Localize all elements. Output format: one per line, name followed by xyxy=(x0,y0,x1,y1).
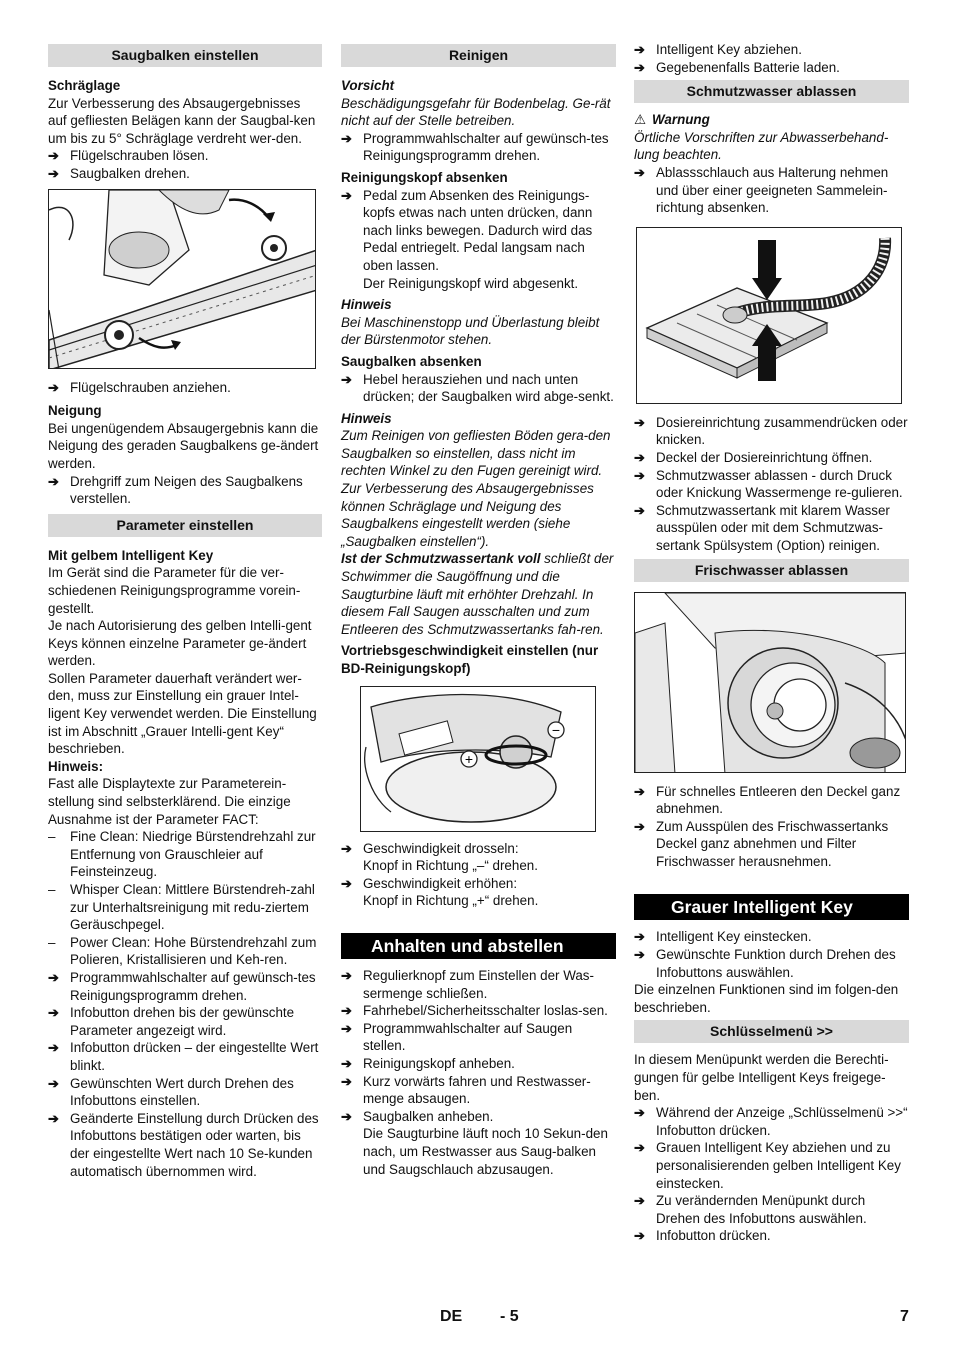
arrow-icon: ➔ xyxy=(341,1003,352,1019)
section-heading-schluesselmenue: Schlüsselmenü >> xyxy=(634,1020,909,1043)
subheading-schraeglage: Schräglage xyxy=(48,78,121,93)
paragraph-hinweis: Zur Verbesserung des Absaugergebnisses können Schräglage und Neigung des Saugbalkens eingestellt werden (siehe „Saugbalken einstellen“). xyxy=(341,481,594,549)
subheading-saugbalken-absenken: Saugbalken absenken xyxy=(341,353,482,369)
figure-vortrieb xyxy=(360,686,596,832)
column-1 xyxy=(48,44,322,1180)
arrow-icon: ➔ xyxy=(48,1040,59,1056)
step: ➔ Programmwahlschalter auf Saugen stellen. xyxy=(341,1020,573,1054)
page-footer xyxy=(0,1308,954,1328)
paragraph: Die einzelnen Funktionen sind im folgen-den beschrieben. xyxy=(634,982,899,1015)
paragraph-schraeglage: Zur Verbesserung des Absaugergebnisses auf gefliesten Belägen kann der Saugbal-ken um bis zu 5° Schräglage verdreht wer-den. xyxy=(48,95,316,146)
step: ➔ Grauen Intelligent Key abziehen und zu personalisierenden gelben Intelligent Key einstecken. xyxy=(634,1140,901,1191)
step-detail: Knopf in Richtung „+“ drehen. xyxy=(363,893,539,909)
step: ➔ Zum Ausspülen des Frischwassertanks Deckel ganz abnehmen und Filter Frischwasser herausnehmen. xyxy=(634,818,889,869)
arrow-icon: ➔ xyxy=(48,165,59,181)
dash-item: – Fine Clean: Niedrige Bürstendrehzahl zur Entfernung von Grauschleier auf Feinsteinzeug. xyxy=(48,829,316,880)
paragraph-tank-voll: Ist der Schmutzwassertank voll schließt der Schwimmer die Saugöffnung und die Saugturbine läuft mit erhöhter Drehzahl. In diesem Fall Saugen ausschalten und zum Entleeren des Schmutzwassertanks fah-ren. xyxy=(341,551,614,637)
subheading-warnung: ⚠ Warnung xyxy=(634,112,710,128)
arrow-icon: ➔ xyxy=(634,164,645,180)
paragraph-vorsicht: Beschädigungsgefahr für Bodenbelag. Ge-rät nicht auf der Stelle betreiben. xyxy=(341,95,611,129)
arrow-icon: ➔ xyxy=(341,1073,352,1089)
arrow-icon: ➔ xyxy=(341,130,352,146)
step: ➔ Schmutzwasser ablassen - durch Druck oder Knickung Wassermenge re-gulieren. xyxy=(634,467,903,501)
step: ➔ Programmwahlschalter auf gewünsch-tes Reinigungsprogramm drehen. xyxy=(341,130,609,164)
paragraph-hinweis: Bei Maschinenstopp und Überlastung bleibt der Bürstenmotor stehen. xyxy=(341,314,600,348)
section-heading-frischwasser: Frischwasser ablassen xyxy=(634,559,909,582)
arrow-icon: ➔ xyxy=(634,59,645,75)
step: ➔ Pedal zum Absenken des Reinigungs-kopfs etwas nach unten drücken, dann nach links bewegen. Dadurch wird das Pedal entriegelt. Pedal langsam nach oben lassen. xyxy=(341,187,593,273)
arrow-icon: ➔ xyxy=(341,1055,352,1071)
arrow-icon: ➔ xyxy=(634,467,645,483)
step: ➔ Schmutzwassertank mit klarem Wasser ausspülen oder mit dem Schmutzwas-sertank Spülsystem (Option) reinigen. xyxy=(634,502,890,553)
step: ➔ Geschwindigkeit drosseln: xyxy=(341,840,519,856)
step: ➔ Programmwahlschalter auf gewünsch-tes Reinigungsprogramm drehen. xyxy=(48,969,316,1003)
paragraph: Sollen Parameter dauerhaft verändert wer-den, muss zur Einstellung ein grauer Intel-ligent Key verwendet werden. Die Einstellung ist im Abschnitt „Grauer Intelli-gent Key“ beschrieben. xyxy=(48,670,317,757)
step: ➔ Hebel herausziehen und nach unten drücken; der Saugbalken wird abge-senkt. xyxy=(341,371,614,405)
step: ➔ Während der Anzeige „Schlüsselmenü >>“ Infobutton drücken. xyxy=(634,1105,908,1138)
step: ➔ Saugbalken drehen. xyxy=(48,165,190,181)
arrow-icon: ➔ xyxy=(634,414,645,430)
paragraph-hinweis: Zum Reinigen von gefliesten Böden gera-den Saugbalken so einstellen, dass nicht im rechten Winkel zu den Fugen gereinigt wird. xyxy=(341,428,611,479)
arrow-icon: ➔ xyxy=(48,969,59,985)
step: ➔ Drehgriff zum Neigen des Saugbalkens verstellen. xyxy=(48,473,303,507)
paragraph: Im Gerät sind die Parameter für die ver-schiedenen Reinigungsprogramme vorein-gestellt. xyxy=(48,565,301,616)
step: ➔ Infobutton drehen bis der gewünschte Parameter angezeigt wird. xyxy=(48,1005,295,1038)
subheading-hinweis: Hinweis: xyxy=(48,758,104,774)
section-heading-reinigen: Reinigen xyxy=(341,44,616,67)
dash-item: – Power Clean: Hohe Bürstendrehzahl zum Polieren, Kristallisieren und Keh-ren. xyxy=(48,934,317,968)
subheading-hinweis: Hinweis xyxy=(341,410,392,426)
step: ➔ Intelligent Key einstecken. xyxy=(634,929,812,945)
arrow-icon: ➔ xyxy=(634,818,645,834)
subheading-vortrieb: Vortriebsgeschwindigkeit einstellen (nur BD-Reinigungskopf) xyxy=(341,643,599,676)
arrow-icon: ➔ xyxy=(634,1193,645,1209)
arrow-icon: ➔ xyxy=(634,42,645,57)
arrow-icon: ➔ xyxy=(634,1105,645,1121)
figure-ablassschlauch xyxy=(636,227,902,404)
step: ➔ Infobutton drücken. xyxy=(634,1228,771,1244)
column-3 xyxy=(634,41,909,1245)
step: ➔ Reinigungskopf anheben. xyxy=(341,1055,515,1071)
subheading-neigung: Neigung xyxy=(48,403,102,419)
step: ➔ Zu verändernden Menüpunkt durch Drehen des Infobuttons auswählen. xyxy=(634,1193,867,1226)
section-heading-schmutzwasser: Schmutzwasser ablassen xyxy=(634,80,909,103)
column-2 xyxy=(341,44,616,1178)
page-number-center: - 5 xyxy=(500,1308,519,1325)
arrow-icon: ➔ xyxy=(48,148,59,164)
dash-item: – Whisper Clean: Mittlere Bürstendreh-zahl zur Unterhaltsreinigung mit redu-ziertem Geräuschpegel. xyxy=(48,882,315,933)
plus-label: + xyxy=(464,750,474,767)
arrow-icon: ➔ xyxy=(341,187,352,203)
paragraph: Je nach Autorisierung des gelben Intelli-gent Keys können einzelne Parameter ge-ändert werden. xyxy=(48,618,312,669)
step-result: Die Saugturbine läuft noch 10 Sekun-den nach, um Restwasser aus Saug-balken und Saugschlauch abzusaugen. xyxy=(363,1126,608,1177)
subheading-hinweis: Hinweis xyxy=(341,297,392,313)
major-heading-anhalten: Anhalten und abstellen xyxy=(341,933,616,959)
arrow-icon: ➔ xyxy=(634,947,645,963)
paragraph-neigung: Bei ungenügendem Absaugergebnis kann die Neigung des geraden Saugbalkens ge-ändert werden. xyxy=(48,420,319,471)
arrow-icon: ➔ xyxy=(634,449,645,465)
arrow-icon: ➔ xyxy=(48,1110,59,1126)
step: ➔ Intelligent Key abziehen. xyxy=(634,42,802,57)
figure-saugbalken xyxy=(48,189,316,369)
step: ➔ Ablassschlauch aus Halterung nehmen und über einer geeigneten Sammelein-richtung absenken. xyxy=(634,164,889,216)
step: ➔ Gewünschte Funktion durch Drehen des Infobuttons auswählen. xyxy=(634,947,896,980)
step: ➔ Flügelschrauben anziehen. xyxy=(48,379,231,395)
arrow-icon: ➔ xyxy=(634,929,645,945)
step: ➔ Für schnelles Entleeren den Deckel ganz abnehmen. xyxy=(634,783,901,817)
step: ➔ Fahrhebel/Sicherheitsschalter loslas-sen. xyxy=(341,1003,608,1019)
section-heading-parameter: Parameter einstellen xyxy=(48,514,322,537)
arrow-icon: ➔ xyxy=(341,875,352,891)
arrow-icon: ➔ xyxy=(341,967,352,983)
step-detail: Knopf in Richtung „–“ drehen. xyxy=(363,858,538,874)
step: ➔ Geänderte Einstellung durch Drücken des Infobuttons bestätigen oder warten, bis der eingestellte Wert nach 10 Se-kunden automatisch übernommen wird. xyxy=(48,1110,319,1179)
step: ➔ Deckel der Dosiereinrichtung öffnen. xyxy=(634,449,873,465)
subheading-gelb: Mit gelbem Intelligent Key xyxy=(48,547,214,563)
arrow-icon: ➔ xyxy=(48,379,59,395)
subheading-vorsicht: Vorsicht xyxy=(341,78,395,93)
page-number: 7 xyxy=(900,1308,909,1325)
language-code: DE xyxy=(440,1308,463,1325)
paragraph-warnung: Örtliche Vorschriften zur Abwasserbehand-lung beachten. xyxy=(634,129,889,163)
subheading-kopf: Reinigungskopf absenken xyxy=(341,169,508,185)
major-heading-grauer: Grauer Intelligent Key xyxy=(634,894,909,920)
arrow-icon: ➔ xyxy=(634,1140,645,1156)
arrow-icon: ➔ xyxy=(341,371,352,387)
step: ➔ Infobutton drücken – der eingestellte Wert blinkt. xyxy=(48,1040,319,1073)
paragraph-hinweis: Fast alle Displaytexte zur Parameterein-stellung sind selbsterklärend. Die einzige Ausnahme ist der Parameter FACT: xyxy=(48,776,291,827)
step: ➔ Dosiereinrichtung zusammendrücken oder knicken. xyxy=(634,414,908,448)
warning-icon: ⚠ xyxy=(634,112,647,128)
step: ➔ Kurz vorwärts fahren und Restwasser-menge absaugen. xyxy=(341,1073,591,1107)
figure-frischwasser xyxy=(634,592,906,773)
arrow-icon: ➔ xyxy=(48,473,59,489)
arrow-icon: ➔ xyxy=(341,1108,352,1124)
section-heading-saugbalken: Saugbalken einstellen xyxy=(48,44,322,67)
paragraph: In diesem Menüpunkt werden die Berechti-gungen für gelbe Intelligent Keys freigege-ben. xyxy=(634,1052,889,1103)
step: ➔ Flügelschrauben lösen. xyxy=(48,148,209,164)
arrow-icon: ➔ xyxy=(634,502,645,518)
arrow-icon: ➔ xyxy=(48,1075,59,1091)
step: ➔ Saugbalken anheben. xyxy=(341,1108,494,1124)
minus-label: − xyxy=(551,721,561,738)
step: ➔ Gewünschten Wert durch Drehen des Infobuttons einstellen. xyxy=(48,1075,294,1109)
step: ➔ Gegebenenfalls Batterie laden. xyxy=(634,59,840,75)
step-result: Der Reinigungskopf wird abgesenkt. xyxy=(363,275,579,291)
step: ➔ Regulierknopf zum Einstellen der Was-sermenge schließen. xyxy=(341,967,594,1001)
step: ➔ Geschwindigkeit erhöhen: xyxy=(341,875,518,891)
arrow-icon: ➔ xyxy=(341,840,352,856)
arrow-icon: ➔ xyxy=(341,1020,352,1036)
arrow-icon: ➔ xyxy=(634,783,645,799)
arrow-icon: ➔ xyxy=(634,1228,645,1244)
arrow-icon: ➔ xyxy=(48,1005,59,1021)
